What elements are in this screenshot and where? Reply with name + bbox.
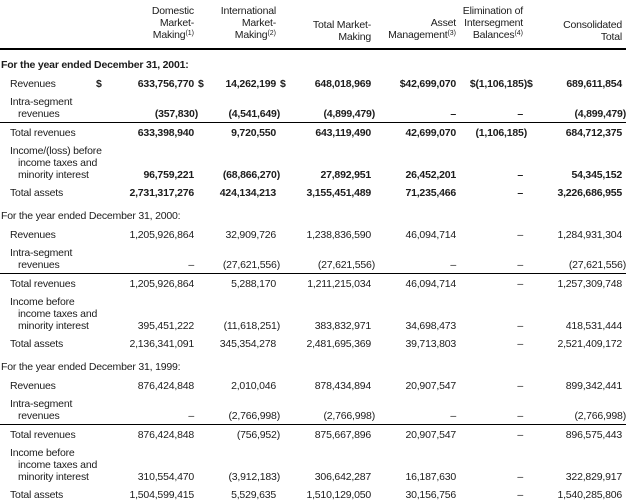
value-cell: 899,342,441 <box>565 380 622 392</box>
value-cell: (11,618,251) <box>223 320 280 332</box>
table-row <box>0 274 626 293</box>
column-header-line: Total Market- <box>312 19 371 31</box>
row-label-column-stub <box>0 2 96 49</box>
value-cell: (27,621,556) <box>527 243 626 274</box>
value-cell: $42,699,070 <box>399 78 456 90</box>
value-cell <box>96 74 198 92</box>
row-label-line: Revenues <box>10 380 56 392</box>
value-cell: (3,912,183) <box>228 471 280 483</box>
value-cell: – <box>517 429 523 441</box>
column-header-line: Making <box>338 31 371 43</box>
value-cell: 32,909,726 <box>225 229 276 241</box>
row-label-line: minority interest <box>18 471 89 483</box>
amount: 633,756,770 <box>137 78 194 90</box>
value-cell: (2,766,998) <box>280 394 375 425</box>
row-label <box>0 443 96 485</box>
currency-symbol: $ <box>280 78 286 90</box>
value-cell: 46,094,714 <box>405 229 456 241</box>
table-row <box>0 92 626 123</box>
row-label-line: Intra-segment <box>10 247 73 259</box>
value-cell: 27,892,951 <box>320 169 371 181</box>
column-header-line: Making <box>234 29 268 41</box>
value-cell: 16,187,630 <box>405 471 456 483</box>
value-cell: – <box>96 243 198 274</box>
column-header-line: Consolidated <box>563 19 622 31</box>
value-cell: $(1,106,185) <box>469 78 527 90</box>
row-label <box>0 123 96 142</box>
table-header <box>0 2 626 49</box>
row-label-line: Total assets <box>10 187 64 199</box>
row-label-line: revenues <box>18 410 60 422</box>
column-header <box>375 2 460 49</box>
table-row <box>0 376 626 394</box>
value-cell: – <box>517 338 523 350</box>
currency-symbol: $ <box>527 78 533 90</box>
column-header-row <box>0 2 626 49</box>
value-cell: 46,094,714 <box>405 278 456 290</box>
value-cell: – <box>460 92 527 123</box>
value-cell: 1,510,129,050 <box>306 489 371 501</box>
value-cell <box>280 74 375 92</box>
segment-table <box>0 2 626 501</box>
table-row <box>0 425 626 444</box>
column-header-line: International <box>220 5 276 17</box>
value-cell: 39,713,803 <box>405 338 456 350</box>
row-label-line: revenues <box>18 259 60 271</box>
value-cell: (756,952) <box>236 429 280 441</box>
value-cell: 876,424,848 <box>137 429 194 441</box>
table-row <box>0 141 626 183</box>
row-label <box>0 376 96 394</box>
column-header <box>527 2 626 49</box>
amount: 14,262,199 <box>225 78 276 90</box>
row-label-line: Income before <box>10 296 75 308</box>
row-label <box>0 74 96 92</box>
table-row <box>0 74 626 92</box>
value-cell <box>198 74 280 92</box>
footnote-marker: (4) <box>514 29 523 37</box>
column-header-line: Management <box>388 29 448 41</box>
column-header-line: Domestic <box>151 5 194 17</box>
row-label <box>0 141 102 183</box>
row-label-line: Intra-segment <box>10 398 73 410</box>
value-cell: – <box>460 394 527 425</box>
row-label <box>0 485 96 501</box>
value-cell: 684,712,375 <box>565 127 622 139</box>
column-header-line: Market- <box>241 17 276 29</box>
currency-symbol: $ <box>96 78 102 90</box>
value-cell: 306,642,287 <box>314 471 371 483</box>
value-cell: 5,288,170 <box>231 278 276 290</box>
value-cell: 3,155,451,489 <box>306 187 371 199</box>
table-row <box>0 243 626 274</box>
row-label-line: Total revenues <box>10 127 76 139</box>
value-cell: (357,830) <box>96 92 198 123</box>
row-label-line: Revenues <box>10 229 56 241</box>
row-label <box>0 394 96 425</box>
value-cell: 2,731,317,276 <box>129 187 194 199</box>
value-cell: 878,434,894 <box>314 380 371 392</box>
value-cell: 1,211,215,034 <box>307 278 371 290</box>
value-cell: 1,504,599,415 <box>129 489 194 501</box>
value-cell: 896,575,443 <box>565 429 622 441</box>
value-cell: 34,698,473 <box>405 320 456 332</box>
section-title: For the year ended December 31, 1999: <box>1 361 181 373</box>
column-header <box>460 2 527 49</box>
value-cell: 1,540,285,806 <box>557 489 622 501</box>
value-cell: (2,766,998) <box>527 394 626 425</box>
value-cell: 424,134,213 <box>219 187 276 199</box>
footnote-marker: (3) <box>447 29 456 37</box>
value-cell: – <box>517 471 523 483</box>
value-cell: 1,284,931,304 <box>557 229 622 241</box>
row-label-line: Total revenues <box>10 429 76 441</box>
value-cell: 2,136,341,091 <box>129 338 194 350</box>
row-label <box>0 92 96 123</box>
value-cell: 96,759,221 <box>143 169 194 181</box>
value-cell: 54,345,152 <box>571 169 622 181</box>
table-row <box>0 334 626 352</box>
row-label <box>0 274 96 293</box>
value-cell: (1,106,185) <box>475 127 527 139</box>
currency-symbol: $ <box>198 78 204 90</box>
column-header-line: Asset <box>430 17 456 29</box>
value-cell: 643,119,490 <box>315 127 371 139</box>
row-label <box>0 183 96 201</box>
value-cell: – <box>517 380 523 392</box>
table-row <box>0 292 626 334</box>
value-cell: – <box>375 243 460 274</box>
value-cell: 26,452,201 <box>405 169 456 181</box>
row-label-line: Income before <box>10 447 75 459</box>
value-cell: – <box>517 320 523 332</box>
value-cell: 3,226,686,955 <box>557 187 622 199</box>
value-cell: (4,541,649) <box>198 92 280 123</box>
section-title: For the year ended December 31, 2001: <box>1 59 189 71</box>
value-cell: 383,832,971 <box>314 320 371 332</box>
value-cell: (27,621,556) <box>280 243 375 274</box>
table-body <box>0 49 626 501</box>
value-cell <box>527 74 626 92</box>
row-label-line: revenues <box>18 108 60 120</box>
table-row <box>0 225 626 243</box>
column-header-line: Making <box>152 29 186 41</box>
value-cell: – <box>375 394 460 425</box>
footnote-marker: (1) <box>185 29 194 37</box>
footnote-marker: (2) <box>267 29 276 37</box>
table-row <box>0 443 626 485</box>
value-cell: 30,156,756 <box>405 489 456 501</box>
value-cell: 2,010,046 <box>231 380 276 392</box>
row-label <box>0 292 96 334</box>
row-label <box>0 334 96 352</box>
column-header-line: Elimination of <box>462 5 523 17</box>
column-header-line: Total <box>600 31 622 43</box>
column-header-line: Market- <box>159 17 194 29</box>
value-cell: (2,766,998) <box>198 394 280 425</box>
value-cell: (27,621,556) <box>198 243 280 274</box>
value-cell: – <box>375 92 460 123</box>
value-cell: – <box>517 229 523 241</box>
value-cell: 2,481,695,369 <box>306 338 371 350</box>
value-cell: (68,866,270) <box>222 169 280 181</box>
value-cell: 5,529,635 <box>231 489 276 501</box>
value-cell: 71,235,466 <box>405 187 456 199</box>
column-header-line: Intersegment <box>464 17 523 29</box>
row-label-line: minority interest <box>18 320 89 332</box>
value-cell: – <box>96 394 198 425</box>
value-cell: 20,907,547 <box>405 380 456 392</box>
value-cell: 876,424,848 <box>137 380 194 392</box>
row-label <box>0 425 96 444</box>
value-cell: 1,205,926,864 <box>129 278 194 290</box>
value-cell: 345,354,278 <box>219 338 276 350</box>
row-label-line: Revenues <box>10 78 56 90</box>
value-cell: 1,257,309,748 <box>557 278 622 290</box>
section-title: For the year ended December 31, 2000: <box>1 210 181 222</box>
value-cell: 395,451,222 <box>137 320 194 332</box>
column-header <box>96 2 198 49</box>
amount: 648,018,969 <box>314 78 371 90</box>
row-label-line: income taxes and <box>18 459 98 471</box>
table-row <box>0 485 626 501</box>
row-label-line: minority interest <box>18 169 89 181</box>
value-cell: 310,554,470 <box>137 471 194 483</box>
value-cell: 1,205,926,864 <box>129 229 194 241</box>
value-cell: – <box>517 187 523 199</box>
value-cell: 9,720,550 <box>231 127 276 139</box>
value-cell: 875,667,896 <box>314 429 371 441</box>
value-cell: – <box>460 243 527 274</box>
value-cell: (4,899,479) <box>280 92 375 123</box>
value-cell: 322,829,917 <box>565 471 622 483</box>
value-cell: 2,521,409,172 <box>557 338 622 350</box>
row-label <box>0 243 96 274</box>
table-row <box>0 183 626 201</box>
row-label-line: income taxes and <box>18 157 98 169</box>
value-cell: – <box>517 278 523 290</box>
value-cell: 42,699,070 <box>405 127 456 139</box>
value-cell: – <box>517 169 523 181</box>
amount: 689,611,854 <box>566 78 622 90</box>
row-label <box>0 225 96 243</box>
column-header <box>280 2 375 49</box>
value-cell: 633,398,940 <box>137 127 194 139</box>
column-header-line: Balances <box>472 29 515 41</box>
value-cell: 20,907,547 <box>405 429 456 441</box>
row-label-line: income taxes and <box>18 308 98 320</box>
table-row <box>0 123 626 142</box>
row-label-line: Income/(loss) before <box>10 145 102 157</box>
row-label-line: Intra-segment <box>10 96 73 108</box>
value-cell: 418,531,444 <box>565 320 622 332</box>
column-header <box>198 2 280 49</box>
row-label-line: Total revenues <box>10 278 76 290</box>
row-label-line: Total assets <box>10 338 64 350</box>
table-row <box>0 394 626 425</box>
value-cell: 1,238,836,590 <box>306 229 371 241</box>
row-label-line: Total assets <box>10 489 64 501</box>
value-cell: (4,899,479) <box>527 92 626 123</box>
value-cell: – <box>517 489 523 501</box>
